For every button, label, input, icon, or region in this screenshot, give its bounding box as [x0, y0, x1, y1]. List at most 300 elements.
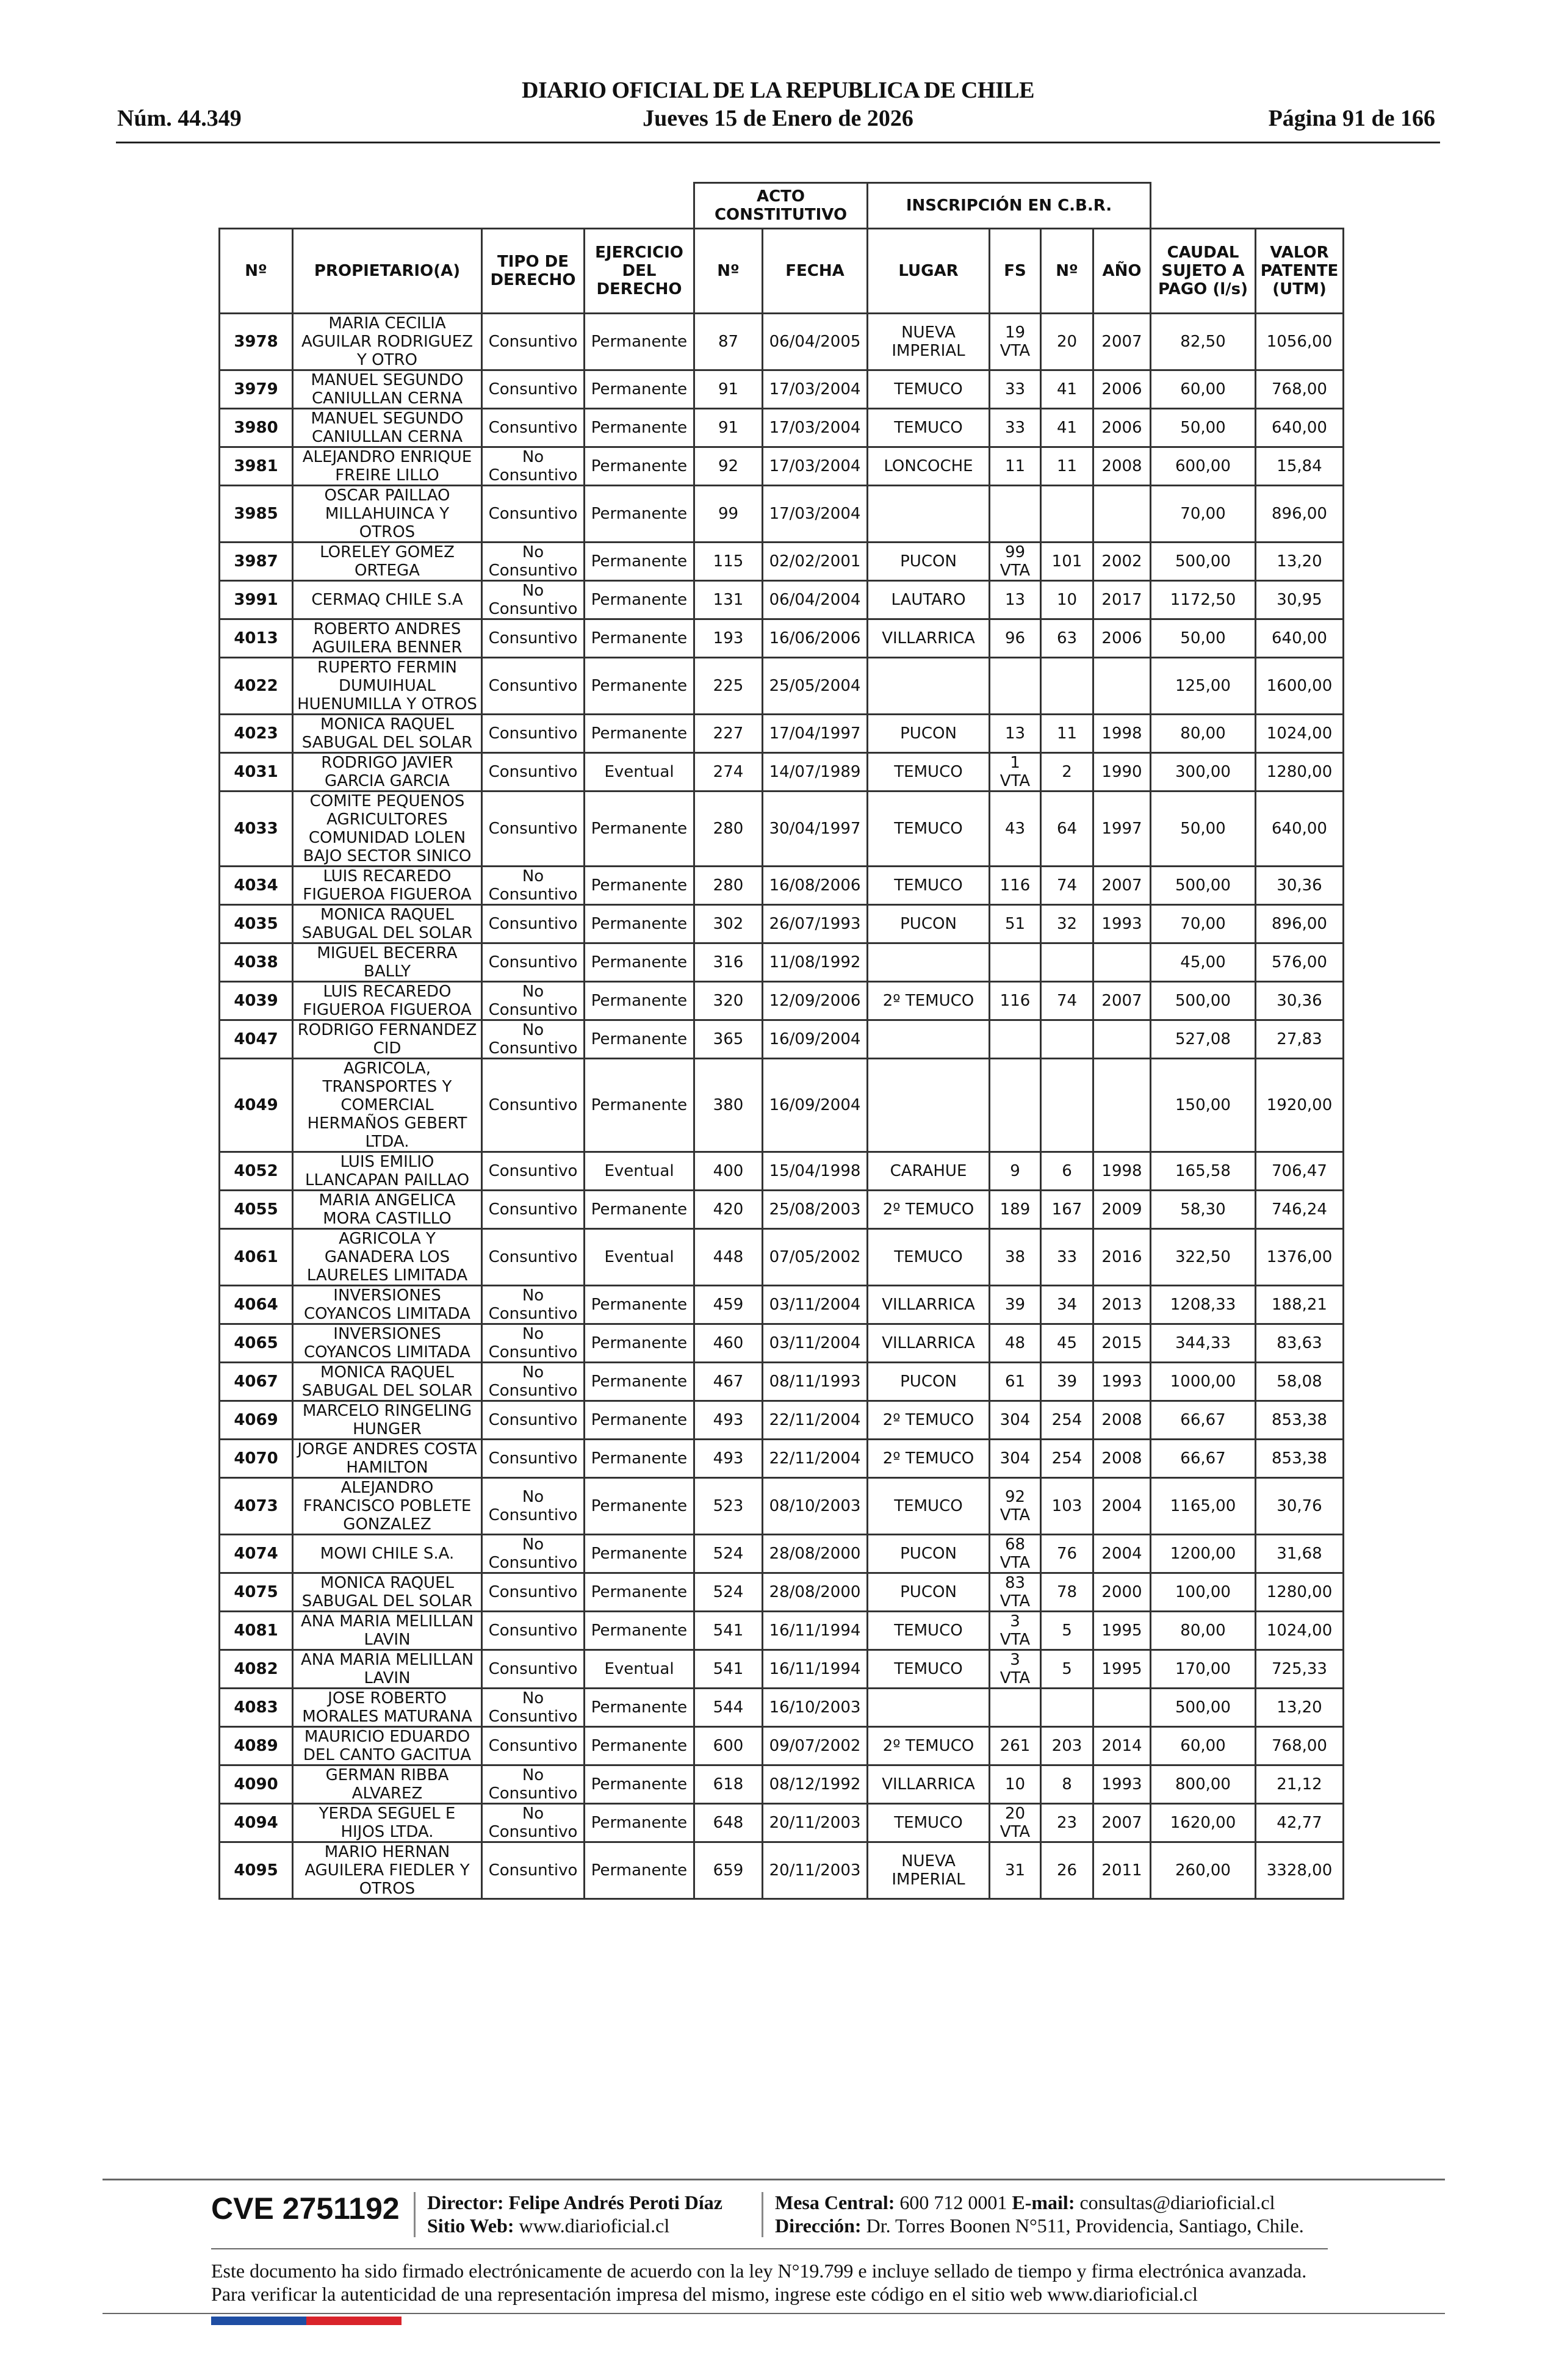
act-date: 09/07/2002 [763, 1727, 868, 1765]
registry-year: 2016 [1093, 1229, 1151, 1286]
registry-place: LAUTARO [868, 581, 990, 619]
patent-value: 853,38 [1256, 1440, 1344, 1478]
act-number: 131 [694, 581, 763, 619]
patent-value: 3328,00 [1256, 1842, 1344, 1899]
act-date: 30/04/1997 [763, 792, 868, 867]
patent-value: 30,36 [1256, 982, 1344, 1020]
act-number: 225 [694, 658, 763, 715]
page-number: Página 91 de 166 [1268, 106, 1435, 131]
registry-number [1041, 1020, 1093, 1059]
row-number: 4022 [220, 658, 293, 715]
owner-name: MARIA ANGELICA MORA CASTILLO [293, 1191, 482, 1229]
act-number: 280 [694, 792, 763, 867]
act-number: 467 [694, 1363, 763, 1401]
patent-value: 768,00 [1256, 370, 1344, 409]
registry-place: VILLARRICA [868, 619, 990, 658]
registry-folio: 96 [990, 619, 1041, 658]
patent-value: 896,00 [1256, 905, 1344, 943]
act-number: 659 [694, 1842, 763, 1899]
registry-year: 1993 [1093, 905, 1151, 943]
flow-rate: 1208,33 [1151, 1286, 1256, 1324]
act-date: 16/10/2003 [763, 1689, 868, 1727]
row-number: 4074 [220, 1535, 293, 1573]
table-row [220, 867, 1344, 905]
owner-name: ROBERTO ANDRES AGUILERA BENNER [293, 619, 482, 658]
owner-name: LUIS RECAREDO FIGUEROA FIGUEROA [293, 867, 482, 905]
registry-folio: 99 VTA [990, 543, 1041, 581]
act-number: 524 [694, 1573, 763, 1612]
table-row [220, 1020, 1344, 1059]
patent-value: 1024,00 [1256, 715, 1344, 753]
act-date: 11/08/1992 [763, 943, 868, 982]
col-header-valor-patente: VALOR PATENTE (UTM) [1256, 229, 1344, 314]
right-type: Consuntivo [482, 1842, 585, 1899]
registry-place: TEMUCO [868, 753, 990, 792]
flow-rate: 82,50 [1151, 314, 1256, 370]
registry-folio: 61 [990, 1363, 1041, 1401]
flow-rate: 300,00 [1151, 753, 1256, 792]
registry-year: 2004 [1093, 1535, 1151, 1573]
act-number: 524 [694, 1535, 763, 1573]
act-number: 302 [694, 905, 763, 943]
flow-rate: 50,00 [1151, 792, 1256, 867]
registry-year: 2007 [1093, 1804, 1151, 1842]
table-row [220, 1059, 1344, 1152]
web-link[interactable]: www.diarioficial.cl [519, 2215, 670, 2237]
registry-place: LONCOCHE [868, 447, 990, 486]
exercise-type: Permanente [585, 447, 694, 486]
exercise-type: Permanente [585, 943, 694, 982]
registry-place: PUCON [868, 1363, 990, 1401]
registry-number: 2 [1041, 753, 1093, 792]
act-date: 17/04/1997 [763, 715, 868, 753]
act-number: 320 [694, 982, 763, 1020]
owner-name: ALEJANDRO ENRIQUE FREIRE LILLO [293, 447, 482, 486]
exercise-type: Permanente [585, 619, 694, 658]
exercise-type: Permanente [585, 1804, 694, 1842]
owner-name: MONICA RAQUEL SABUGAL DEL SOLAR [293, 1363, 482, 1401]
act-date: 28/08/2000 [763, 1573, 868, 1612]
exercise-type: Permanente [585, 1727, 694, 1765]
table-row [220, 753, 1344, 792]
registry-year: 2017 [1093, 581, 1151, 619]
registry-folio: 68 VTA [990, 1535, 1041, 1573]
registry-place: PUCON [868, 905, 990, 943]
registry-number: 41 [1041, 370, 1093, 409]
registry-place: NUEVA IMPERIAL [868, 1842, 990, 1899]
act-number: 99 [694, 486, 763, 543]
exercise-type: Permanente [585, 409, 694, 447]
registry-folio [990, 486, 1041, 543]
right-type: Consuntivo [482, 1612, 585, 1650]
exercise-type: Eventual [585, 1152, 694, 1191]
web-label: Sitio Web: [427, 2215, 514, 2237]
exercise-type: Eventual [585, 753, 694, 792]
act-number: 380 [694, 1059, 763, 1152]
row-number: 4049 [220, 1059, 293, 1152]
row-number: 4034 [220, 867, 293, 905]
owner-name: ANA MARIA MELILLAN LAVIN [293, 1650, 482, 1689]
col-header-lugar: LUGAR [868, 229, 990, 314]
right-type: No Consuntivo [482, 1020, 585, 1059]
right-type: No Consuntivo [482, 1363, 585, 1401]
patent-value: 1280,00 [1256, 1573, 1344, 1612]
exercise-type: Permanente [585, 486, 694, 543]
table-row [220, 1650, 1344, 1689]
cve-code: CVE 2751192 [211, 2191, 400, 2226]
registry-number: 74 [1041, 867, 1093, 905]
registry-folio: 31 [990, 1842, 1041, 1899]
registry-year: 1998 [1093, 1152, 1151, 1191]
registry-year: 2008 [1093, 1401, 1151, 1440]
footer-divider-mid [211, 2248, 1328, 2249]
registry-number: 39 [1041, 1363, 1093, 1401]
col-header-propietario: PROPIETARIO(A) [293, 229, 482, 314]
exercise-type: Permanente [585, 1191, 694, 1229]
act-date: 17/03/2004 [763, 409, 868, 447]
owner-name: AGRICOLA Y GANADERA LOS LAURELES LIMITADA [293, 1229, 482, 1286]
registry-place: VILLARRICA [868, 1286, 990, 1324]
act-date: 17/03/2004 [763, 486, 868, 543]
act-date: 06/04/2004 [763, 581, 868, 619]
patent-value: 896,00 [1256, 486, 1344, 543]
table-row [220, 1612, 1344, 1650]
col-header-fs: FS [990, 229, 1041, 314]
registry-place: PUCON [868, 1535, 990, 1573]
patent-value: 15,84 [1256, 447, 1344, 486]
act-number: 91 [694, 370, 763, 409]
table-row [220, 370, 1344, 409]
registry-year: 2000 [1093, 1573, 1151, 1612]
right-type: Consuntivo [482, 1401, 585, 1440]
patent-value: 706,47 [1256, 1152, 1344, 1191]
exercise-type: Permanente [585, 658, 694, 715]
table-row [220, 1286, 1344, 1324]
row-number: 3978 [220, 314, 293, 370]
registry-number: 74 [1041, 982, 1093, 1020]
act-date: 15/04/1998 [763, 1152, 868, 1191]
registry-year: 2015 [1093, 1324, 1151, 1363]
registry-number: 203 [1041, 1727, 1093, 1765]
registry-folio: 51 [990, 905, 1041, 943]
header-blank [220, 183, 694, 229]
registry-year: 2007 [1093, 982, 1151, 1020]
row-number: 4095 [220, 1842, 293, 1899]
registry-year: 1993 [1093, 1765, 1151, 1804]
row-number: 3979 [220, 370, 293, 409]
registry-place [868, 658, 990, 715]
exercise-type: Permanente [585, 792, 694, 867]
row-number: 4013 [220, 619, 293, 658]
act-date: 16/08/2006 [763, 867, 868, 905]
registry-place: TEMUCO [868, 792, 990, 867]
patent-value: 27,83 [1256, 1020, 1344, 1059]
registry-year: 2006 [1093, 619, 1151, 658]
registry-year: 2009 [1093, 1191, 1151, 1229]
row-number: 4073 [220, 1478, 293, 1535]
flow-rate: 1165,00 [1151, 1478, 1256, 1535]
row-number: 4035 [220, 905, 293, 943]
registry-place: 2º TEMUCO [868, 1440, 990, 1478]
act-number: 618 [694, 1765, 763, 1804]
table-row [220, 1573, 1344, 1612]
registry-number [1041, 486, 1093, 543]
registry-place: TEMUCO [868, 1612, 990, 1650]
table-row [220, 792, 1344, 867]
table-row [220, 409, 1344, 447]
registry-folio: 92 VTA [990, 1478, 1041, 1535]
registry-number: 76 [1041, 1535, 1093, 1573]
registry-place: TEMUCO [868, 1650, 990, 1689]
owner-name: RODRIGO JAVIER GARCIA GARCIA [293, 753, 482, 792]
mesa-label: Mesa Central: [775, 2191, 895, 2213]
group-header-inscripcion: INSCRIPCIÓN EN C.B.R. [868, 183, 1151, 229]
patent-value: 853,38 [1256, 1401, 1344, 1440]
water-rights-table [218, 182, 1344, 1900]
registry-folio: 33 [990, 409, 1041, 447]
owner-name: ANA MARIA MELILLAN LAVIN [293, 1612, 482, 1650]
registry-year [1093, 658, 1151, 715]
footer-separator [762, 2192, 763, 2237]
act-date: 16/09/2004 [763, 1020, 868, 1059]
act-number: 115 [694, 543, 763, 581]
flow-rate: 527,08 [1151, 1020, 1256, 1059]
act-date: 08/11/1993 [763, 1363, 868, 1401]
right-type: No Consuntivo [482, 447, 585, 486]
registry-year: 1993 [1093, 1363, 1151, 1401]
act-date: 17/03/2004 [763, 447, 868, 486]
table-row [220, 486, 1344, 543]
act-number: 193 [694, 619, 763, 658]
exercise-type: Permanente [585, 1363, 694, 1401]
registry-place: PUCON [868, 1573, 990, 1612]
right-type: Consuntivo [482, 715, 585, 753]
right-type: Consuntivo [482, 409, 585, 447]
registry-place [868, 943, 990, 982]
director-name: Felipe Andrés Peroti Díaz [508, 2191, 722, 2213]
act-date: 07/05/2002 [763, 1229, 868, 1286]
patent-value: 640,00 [1256, 619, 1344, 658]
registry-place: TEMUCO [868, 370, 990, 409]
registry-year: 2008 [1093, 447, 1151, 486]
header-divider [116, 142, 1440, 143]
owner-name: AGRICOLA, TRANSPORTES Y COMERCIAL HERMAÑOS GEBERT LTDA. [293, 1059, 482, 1152]
registry-year [1093, 486, 1151, 543]
right-type: No Consuntivo [482, 1286, 585, 1324]
right-type: Consuntivo [482, 1059, 585, 1152]
registry-place [868, 1059, 990, 1152]
registry-number: 254 [1041, 1401, 1093, 1440]
act-date: 14/07/1989 [763, 753, 868, 792]
act-date: 20/11/2003 [763, 1842, 868, 1899]
owner-name: MARIA CECILIA AGUILAR RODRIGUEZ Y OTRO [293, 314, 482, 370]
table-row [220, 1440, 1344, 1478]
row-number: 4089 [220, 1727, 293, 1765]
registry-number: 101 [1041, 543, 1093, 581]
registry-year [1093, 1689, 1151, 1727]
registry-folio: 19 VTA [990, 314, 1041, 370]
exercise-type: Permanente [585, 1689, 694, 1727]
patent-value: 1376,00 [1256, 1229, 1344, 1286]
table-row [220, 1152, 1344, 1191]
registry-year: 2013 [1093, 1286, 1151, 1324]
mesa-value: 600 712 0001 [899, 2191, 1007, 2213]
footer-divider-top [103, 2179, 1445, 2180]
registry-place [868, 486, 990, 543]
flow-rate: 66,67 [1151, 1401, 1256, 1440]
right-type: Consuntivo [482, 1152, 585, 1191]
row-number: 4047 [220, 1020, 293, 1059]
right-type: Consuntivo [482, 1440, 585, 1478]
registry-place: 2º TEMUCO [868, 1191, 990, 1229]
issue-number: Núm. 44.349 [117, 106, 242, 131]
registry-year: 1995 [1093, 1650, 1151, 1689]
col-header-ejercicio: EJERCICIO DEL DERECHO [585, 229, 694, 314]
right-type: Consuntivo [482, 905, 585, 943]
registry-place: VILLARRICA [868, 1324, 990, 1363]
owner-name: CERMAQ CHILE S.A [293, 581, 482, 619]
table-row [220, 943, 1344, 982]
act-number: 227 [694, 715, 763, 753]
act-number: 460 [694, 1324, 763, 1363]
act-number: 400 [694, 1152, 763, 1191]
patent-value: 30,95 [1256, 581, 1344, 619]
patent-value: 58,08 [1256, 1363, 1344, 1401]
registry-number: 11 [1041, 715, 1093, 753]
act-date: 03/11/2004 [763, 1324, 868, 1363]
right-type: No Consuntivo [482, 1324, 585, 1363]
row-number: 4031 [220, 753, 293, 792]
registry-number [1041, 943, 1093, 982]
registry-year [1093, 943, 1151, 982]
registry-number: 63 [1041, 619, 1093, 658]
email-link[interactable]: consultas@diarioficial.cl [1079, 2191, 1275, 2213]
patent-value: 30,36 [1256, 867, 1344, 905]
address-value: Dr. Torres Boonen N°511, Providencia, Santiago, Chile. [866, 2215, 1304, 2237]
act-date: 08/10/2003 [763, 1478, 868, 1535]
right-type: No Consuntivo [482, 1689, 585, 1727]
registry-number [1041, 658, 1093, 715]
flow-rate: 1172,50 [1151, 581, 1256, 619]
registry-folio: 83 VTA [990, 1573, 1041, 1612]
table-row [220, 1478, 1344, 1535]
flow-rate: 500,00 [1151, 982, 1256, 1020]
registry-folio: 304 [990, 1440, 1041, 1478]
table-row [220, 1324, 1344, 1363]
flow-rate: 60,00 [1151, 1727, 1256, 1765]
registry-number [1041, 1059, 1093, 1152]
registry-number: 254 [1041, 1440, 1093, 1478]
row-number: 4039 [220, 982, 293, 1020]
exercise-type: Permanente [585, 1842, 694, 1899]
owner-name: JORGE ANDRES COSTA HAMILTON [293, 1440, 482, 1478]
registry-folio: 9 [990, 1152, 1041, 1191]
flow-rate: 66,67 [1151, 1440, 1256, 1478]
right-type: Consuntivo [482, 486, 585, 543]
act-date: 26/07/1993 [763, 905, 868, 943]
registry-place: PUCON [868, 715, 990, 753]
exercise-type: Permanente [585, 982, 694, 1020]
registry-folio: 48 [990, 1324, 1041, 1363]
table-row [220, 905, 1344, 943]
registry-number: 6 [1041, 1152, 1093, 1191]
footer-director-block [427, 2191, 722, 2237]
registry-number: 23 [1041, 1804, 1093, 1842]
row-number: 4075 [220, 1573, 293, 1612]
patent-value: 768,00 [1256, 1727, 1344, 1765]
flag-stripe-red [306, 2317, 402, 2325]
flow-rate: 344,33 [1151, 1324, 1256, 1363]
act-number: 92 [694, 447, 763, 486]
patent-value: 83,63 [1256, 1324, 1344, 1363]
registry-folio: 33 [990, 370, 1041, 409]
exercise-type: Permanente [585, 314, 694, 370]
footer-separator [414, 2192, 416, 2237]
registry-folio: 39 [990, 1286, 1041, 1324]
exercise-type: Permanente [585, 1535, 694, 1573]
row-number: 4064 [220, 1286, 293, 1324]
table-row [220, 1191, 1344, 1229]
flow-rate: 500,00 [1151, 867, 1256, 905]
act-date: 06/04/2005 [763, 314, 868, 370]
owner-name: MARCELO RINGELING HUNGER [293, 1401, 482, 1440]
registry-place: PUCON [868, 543, 990, 581]
right-type: Consuntivo [482, 370, 585, 409]
flow-rate: 50,00 [1151, 619, 1256, 658]
registry-number: 8 [1041, 1765, 1093, 1804]
col-header-acto-fecha: FECHA [763, 229, 868, 314]
registry-place: TEMUCO [868, 1478, 990, 1535]
exercise-type: Permanente [585, 581, 694, 619]
act-date: 12/09/2006 [763, 982, 868, 1020]
row-number: 4070 [220, 1440, 293, 1478]
registry-number: 167 [1041, 1191, 1093, 1229]
footer-divider-bottom [103, 2313, 1445, 2314]
registry-folio [990, 658, 1041, 715]
exercise-type: Permanente [585, 1059, 694, 1152]
table-row [220, 1804, 1344, 1842]
exercise-type: Permanente [585, 543, 694, 581]
right-type: Consuntivo [482, 1229, 585, 1286]
director-label: Director: [427, 2191, 504, 2213]
act-date: 16/09/2004 [763, 1059, 868, 1152]
row-number: 4061 [220, 1229, 293, 1286]
registry-folio: 1 VTA [990, 753, 1041, 792]
row-number: 3981 [220, 447, 293, 486]
col-header-anio: AÑO [1093, 229, 1151, 314]
row-number: 4052 [220, 1152, 293, 1191]
table-row [220, 715, 1344, 753]
row-number: 3991 [220, 581, 293, 619]
flow-rate: 45,00 [1151, 943, 1256, 982]
registry-folio: 261 [990, 1727, 1041, 1765]
right-type: Consuntivo [482, 314, 585, 370]
email-label: E-mail: [1012, 2191, 1075, 2213]
right-type: Consuntivo [482, 619, 585, 658]
patent-value: 640,00 [1256, 792, 1344, 867]
row-number: 4082 [220, 1650, 293, 1689]
col-header-numero: Nº [220, 229, 293, 314]
registry-folio: 20 VTA [990, 1804, 1041, 1842]
act-date: 22/11/2004 [763, 1401, 868, 1440]
patent-value: 1920,00 [1256, 1059, 1344, 1152]
registry-number: 33 [1041, 1229, 1093, 1286]
table-row [220, 447, 1344, 486]
owner-name: LUIS RECAREDO FIGUEROA FIGUEROA [293, 982, 482, 1020]
act-number: 541 [694, 1612, 763, 1650]
flow-rate: 260,00 [1151, 1842, 1256, 1899]
registry-year: 2006 [1093, 370, 1151, 409]
